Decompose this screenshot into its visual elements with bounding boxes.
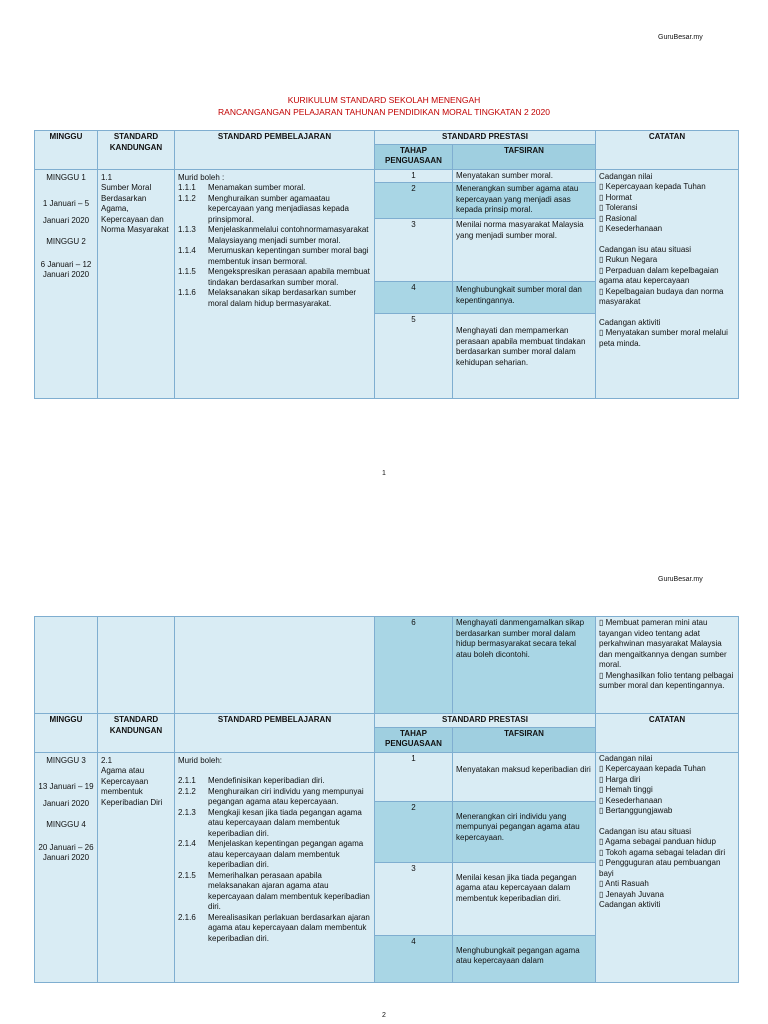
tp-tafsiran: Menghubungkait pegangan agama atau kepercayaan dalam: [453, 935, 596, 982]
catatan-line: ▯ Jenayah Juvana: [599, 889, 664, 899]
catatan-line: Cadangan isu atau situasi: [599, 244, 692, 254]
sp-item: [178, 776, 371, 787]
header-tahap: TAHAP PENGUASAAN: [375, 727, 453, 752]
sp-item: [178, 808, 371, 840]
sk-code: 1.1: [101, 172, 113, 182]
sp-text: Merumuskan kepentingan sumber moral bagi membentuk insan bermoral.: [208, 246, 369, 266]
page-number: 2: [382, 1012, 386, 1019]
header-standard-prestasi: STANDARD PRESTASI: [375, 714, 596, 728]
sp-text: Melaksanakan sikap berdasarkan sumber moral dalam hidup bermasyarakat.: [208, 288, 357, 308]
sp-text: Menamakan sumber moral.: [208, 183, 306, 192]
week-dates: 20 Januari – 26 Januari 2020: [38, 842, 94, 862]
header-catatan: CATATAN: [596, 131, 739, 170]
sp-number: 2.1.2: [178, 786, 196, 796]
page-number: 1: [382, 470, 386, 477]
sp-item: [178, 913, 371, 945]
tp-tafsiran: Menyatakan sumber moral.: [453, 169, 596, 183]
sp-number: 2.1.5: [178, 870, 196, 880]
sp-text: Merealisasikan perlakuan berdasarkan ajaran agama atau kepercayaan dalam membentuk keperibadian diri.: [208, 912, 370, 943]
tp-level: 1: [375, 169, 453, 183]
standard-kandungan-cell: [98, 169, 175, 399]
rpt-table-page2: [34, 616, 739, 983]
sp-item: [178, 871, 371, 913]
week-label: MINGGU 4: [46, 820, 86, 829]
catatan-line: ▯ Bertanggungjawab: [599, 806, 673, 815]
site-watermark: GuruBesar.my: [658, 576, 703, 583]
catatan-line: ▯ Rasional: [599, 213, 637, 223]
header-standard-kandungan: STANDARD KANDUNGAN: [98, 131, 175, 170]
catatan-line: ▯ Kepercayaan kepada Tuhan: [599, 182, 706, 191]
sp-text: Mengekspresikan perasaan apabila membuat tindakan berdasarkan sumber moral.: [208, 267, 370, 287]
header-minggu: MINGGU: [35, 131, 98, 170]
sk-text: Sumber Moral Berdasarkan Agama, Kepercayaan dan Norma Masyarakat: [101, 183, 169, 234]
header-standard-prestasi: STANDARD PRESTASI: [375, 131, 596, 145]
standard-kandungan-cell: [98, 752, 175, 982]
minggu-cell: [35, 752, 98, 982]
catatan-line: ▯ Kesederhanaan: [599, 224, 663, 233]
week-label: MINGGU 2: [46, 237, 86, 246]
catatan-line: ▯ Menyatakan sumber moral melalui peta minda.: [599, 328, 728, 348]
tp-level: 1: [375, 752, 453, 801]
catatan-line: ▯ Anti Rasuah: [599, 879, 649, 888]
sp-item: [178, 183, 371, 194]
catatan-cell: [596, 752, 739, 982]
tp-tafsiran: Menilai norma masyarakat Malaysia yang menjadi sumber moral.: [453, 219, 596, 282]
catatan-line: ▯ Membuat pameran mini atau tayangan video tentang adat perkahwinan masyarakat Malaysia dan mengaitkannya dengan sumber moral.: [599, 618, 727, 669]
site-watermark: GuruBesar.my: [658, 34, 703, 41]
sp-text: Memerihalkan perasaan apabila melaksanakan ajaran agama atau kepercayaan dalam membentuk keperibadian diri.: [208, 870, 370, 911]
header-catatan: CATATAN: [596, 714, 739, 753]
catatan-line: ▯ Kesederhanaan: [599, 795, 663, 805]
catatan-line: Cadangan isu atau situasi: [599, 826, 692, 836]
sp-text: Menghuraikan ciri individu yang mempunyai pegangan agama atau kepercayaan.: [208, 786, 364, 806]
tp-level: 2: [375, 183, 453, 219]
sk-code: 2.1: [101, 755, 113, 765]
doc-subtitle: RANCANGANGAN PELAJARAN TAHUNAN PENDIDIKAN MORAL TINGKATAN 2 2020: [218, 107, 550, 117]
sp-number: 2.1.3: [178, 807, 196, 817]
doc-title: KURIKULUM STANDARD SEKOLAH MENENGAH: [287, 95, 481, 105]
week-label: MINGGU 3: [46, 755, 86, 765]
tp-level: 3: [375, 219, 453, 282]
sp-text: Menjelaskan kepentingan pegangan agama atau kepercayaan dalam membentuk keperibadian diri.: [208, 839, 364, 869]
header-tahap: TAHAP PENGUASAAN: [375, 144, 453, 169]
catatan-spacer: [599, 308, 735, 318]
sp-number: 2.1.1: [178, 776, 196, 785]
tp-tafsiran: Menghubungkait sumber moral dan kepentingannya.: [453, 282, 596, 314]
header-standard-pembelajaran: STANDARD PEMBELAJARAN: [175, 714, 375, 753]
minggu-cell: [35, 169, 98, 399]
sp-item: [178, 787, 371, 808]
catatan-line: Cadangan aktiviti: [599, 900, 661, 909]
sp-number: 1.1.6: [178, 288, 196, 297]
week-dates: 1 Januari – 5 Januari 2020: [42, 199, 90, 225]
catatan-line: Cadangan nilai: [599, 753, 653, 763]
tp-level: 6: [375, 617, 453, 714]
tp-tafsiran: Menerangkan ciri individu yang mempunyai pegangan agama atau kepercayaan.: [453, 801, 596, 862]
sp-number: 1.1.5: [178, 267, 196, 276]
sp-item: [178, 288, 371, 309]
catatan-cell: [596, 169, 739, 399]
tp-level: 5: [375, 314, 453, 399]
sk-text: Agama atau Kepercayaan membentuk Keperibadian Diri: [101, 766, 163, 807]
catatan-line: ▯ Tokoh agama sebagai teladan diri: [599, 847, 726, 857]
catatan-line: Cadangan aktiviti: [599, 317, 661, 327]
tp-tafsiran: Menghayati danmengamalkan sikap berdasarkan sumber moral dalam hidup bermasyarakat secara tekal atau boleh dicontohi.: [453, 617, 596, 714]
sp-item: [178, 225, 371, 246]
sp-number: 1.1.2: [178, 193, 196, 203]
header-standard-pembelajaran: STANDARD PEMBELAJARAN: [175, 131, 375, 170]
catatan-cell: [596, 617, 739, 714]
header-standard-kandungan: STANDARD KANDUNGAN: [98, 714, 175, 753]
week-dates: 13 Januari – 19 Januari 2020: [38, 782, 94, 808]
catatan-spacer: [599, 817, 735, 827]
catatan-line: ▯ Pengguguran atau pembuangan bayi: [599, 858, 721, 878]
sp-number: 1.1.3: [178, 225, 196, 234]
standard-pembelajaran-cell: [175, 752, 375, 982]
header-tafsiran: TAFSIRAN: [453, 727, 596, 752]
rpt-table-page1: [34, 130, 739, 399]
tp-level: 4: [375, 282, 453, 314]
catatan-line: ▯ Agama sebagai panduan hidup: [599, 837, 716, 846]
sp-text: Mengkaji kesan jika tiada pegangan agama atau kepercayaan dalam membentuk keperibadian diri.: [208, 807, 362, 838]
tp-tafsiran: Menilai kesan jika tiada pegangan agama atau kepercayaan dalam membentuk keperibadian diri.: [453, 862, 596, 935]
header-minggu: MINGGU: [35, 714, 98, 753]
catatan-line: ▯ Perpaduan dalam kepelbagaian agama atau kepercayaan: [599, 265, 719, 285]
catatan-line: ▯ Hemah tinggi: [599, 785, 653, 794]
catatan-line: ▯ Toleransi: [599, 203, 638, 212]
sp-intro: Murid boleh:: [178, 755, 223, 765]
tp-level: 2: [375, 801, 453, 862]
sp-number: 1.1.4: [178, 246, 196, 255]
catatan-line: ▯ Harga diri: [599, 774, 641, 784]
sp-text: Menghuraikan sumber agamaatau kepercayaan yang menjadiasas kepada prinsipmoral.: [208, 193, 349, 224]
sp-number: 2.1.4: [178, 839, 196, 848]
tp-tafsiran: Menghayati dan mempamerkan perasaan apabila membuat tindakan berdasarkan sumber moral dalam kehidupan seharian.: [453, 314, 596, 399]
catatan-line: ▯ Hormat: [599, 192, 632, 202]
catatan-line: Cadangan nilai: [599, 171, 653, 181]
sp-text: Mendefinisikan keperibadian diri.: [208, 776, 325, 785]
tp-tafsiran: Menerangkan sumber agama atau kepercayaan yang menjadi asas kepada prinsip moral.: [453, 183, 596, 219]
tp-level: 3: [375, 862, 453, 935]
standard-pembelajaran-cell: [175, 169, 375, 399]
sp-item: [178, 839, 371, 871]
sp-text: Menjelaskanmelalui contohnormamasyarakat Malaysiayang menjadi sumber moral.: [208, 225, 369, 245]
catatan-line: ▯ Kepelbagaian budaya dan norma masyarakat: [599, 286, 724, 306]
sp-intro: Murid boleh :: [178, 172, 225, 182]
empty-cell: [175, 617, 375, 714]
header-tafsiran: TAFSIRAN: [453, 144, 596, 169]
catatan-line: ▯ Kepercayaan kepada Tuhan: [599, 764, 706, 773]
catatan-line: ▯ Menghasilkan folio tentang pelbagai sumber moral dan kepentingannya.: [599, 670, 734, 690]
empty-cell: [98, 617, 175, 714]
catatan-spacer: [599, 235, 735, 245]
week-dates: 6 Januari – 12 Januari 2020: [40, 259, 92, 279]
tp-tafsiran: Menyatakan maksud keperibadian diri: [453, 752, 596, 801]
sp-item: [178, 246, 371, 267]
sp-item: [178, 194, 371, 226]
week-label: MINGGU 1: [46, 172, 86, 182]
empty-cell: [35, 617, 98, 714]
sp-number: 2.1.6: [178, 912, 196, 922]
sp-number: 1.1.1: [178, 183, 196, 192]
sp-item: [178, 267, 371, 288]
tp-level: 4: [375, 935, 453, 982]
catatan-line: ▯ Rukun Negara: [599, 255, 658, 264]
